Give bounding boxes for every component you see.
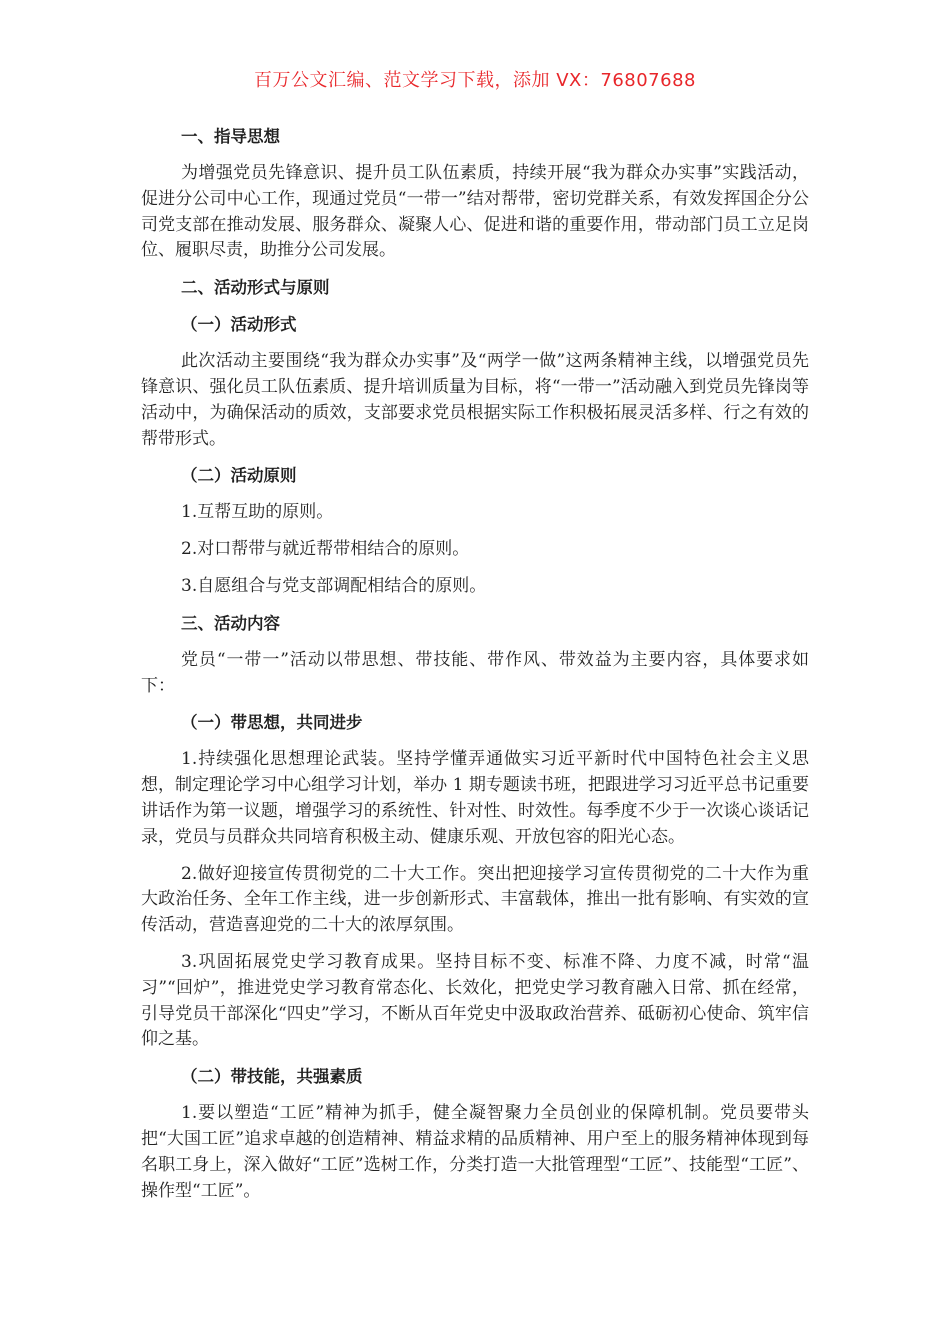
document-body: [141, 124, 809, 1215]
section-heading: 一、指导思想: [181, 127, 280, 146]
subsection-heading: （二）带技能，共强素质: [181, 1067, 363, 1087]
paragraph: 此次活动主要围绕“我为群众办实事”及“两学一做”这两条精神主线，以增强党员先锋意识、强化员工队伍素质、提升培训质量为目标，将“一带一”活动融入到党员先锋岗等活动中，为确保活动的质效，支部要求党员根据实际工作积极拓展灵活多样、行之有效的帮带形式。: [141, 351, 809, 449]
subsection-heading: （二）活动原则: [181, 466, 297, 486]
paragraph: 为增强党员先锋意识、提升员工队伍素质，持续开展“我为群众办实事”实践活动，促进分公司中心工作，现通过党员“一带一”结对帮带，密切党群关系，有效发挥国企分公司党支部在推动发展、服务群众、凝聚人心、促进和谐的重要作用，带动部门员工立足岗位、履职尽责，助推分公司发展。: [141, 163, 809, 261]
paragraph: 3.巩固拓展党史学习教育成果。坚持目标不变、标准不降、力度不减，时常“温习”“回炉”，推进党史学习教育常态化、长效化，把党史学习教育融入日常、抓在经常，引导党员干部深化“四史”学习，不断从百年党史中汲取政治营养、砥砺初心使命、筑牢信仰之基。: [141, 951, 809, 1050]
subsection-heading: （一）带思想，共同进步: [181, 713, 363, 733]
section-heading: 二、活动形式与原则: [181, 278, 330, 298]
paragraph: 党员“一带一”活动以带思想、带技能、带作风、带效益为主要内容，具体要求如下：: [141, 649, 809, 696]
list-item: 1.互帮互助的原则。: [181, 502, 334, 523]
paragraph: 2.做好迎接宣传贯彻党的二十大工作。突出把迎接学习宣传贯彻党的二十大作为重大政治任务、全年工作主线，进一步创新形式、丰富载体，推出一批有影响、有实效的宣传活动，营造喜迎党的二十大的浓厚氛围。: [141, 863, 809, 936]
subsection-heading: （一）活动形式: [181, 315, 297, 335]
watermark-banner: 百万公文汇编、范文学习下载，添加 VX：76807688: [254, 70, 696, 91]
list-item: 2.对口帮带与就近帮带相结合的原则。: [181, 539, 470, 560]
list-item: 3.自愿组合与党支部调配相结合的原则。: [181, 575, 487, 596]
paragraph: 1.持续强化思想理论武装。坚持学懂弄通做实习近平新时代中国特色社会主义思想，制定理论学习中心组学习计划，举办 1 期专题读书班，把跟进学习习近平总书记重要讲话作为第一议题，增强学习的系统性、针对性、时效性。每季度不少于一次谈心谈话记录，党员与员群众共同培育积极主动、健康乐观、开放包容的阳光心态。: [141, 749, 809, 847]
section-heading: 三、活动内容: [181, 613, 280, 633]
paragraph: 1.要以塑造“工匠”精神为抓手，健全凝智聚力全员创业的保障机制。党员要带头把“大国工匠”追求卓越的创造精神、精益求精的品质精神、用户至上的服务精神体现到每名职工身上，深入做好“工匠”选树工作，分类打造一大批管理型“工匠”、技能型“工匠”、操作型“工匠”。: [141, 1103, 809, 1201]
